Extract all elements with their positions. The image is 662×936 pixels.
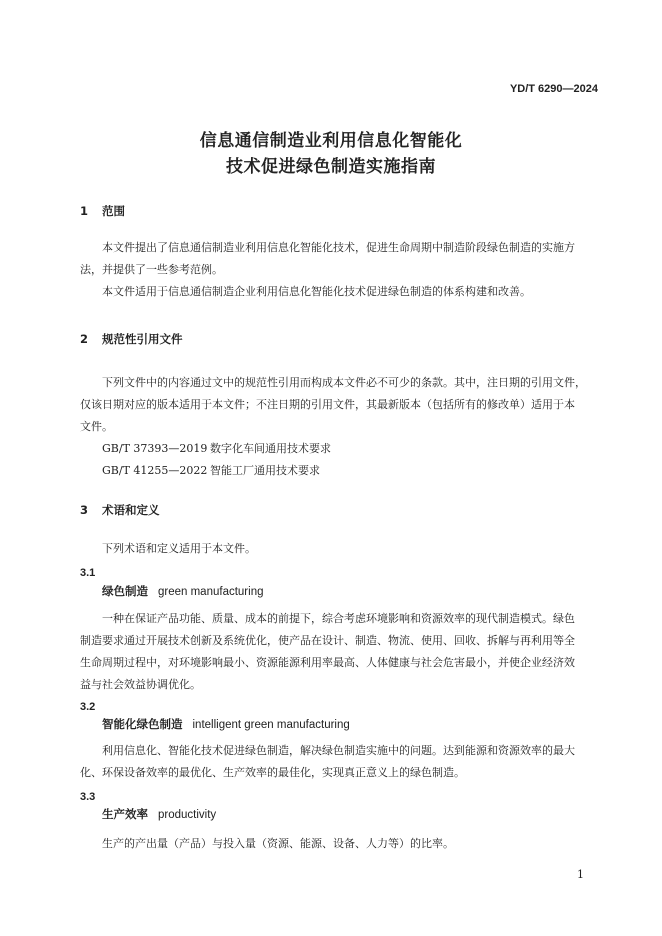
normative-reference bbox=[102, 438, 331, 460]
term-chinese: 绿色制造 bbox=[102, 584, 148, 598]
paragraph-line: 下列文件中的内容通过文中的规范性引用而构成本文件必不可少的条款。其中，注日期的引用文件， bbox=[102, 376, 586, 389]
term-english: green manufacturing bbox=[158, 586, 264, 598]
paragraph-line: 下列术语和定义适用于本文件。 bbox=[102, 542, 256, 555]
reference-code: GB/T 41255—2022 bbox=[102, 464, 208, 477]
term-number: 3.2 bbox=[80, 701, 96, 713]
definition-line: 化、环保设备效率的最优化、生产效率的最佳化，实现真正意义上的绿色制造。 bbox=[80, 766, 465, 779]
paragraph-line: 本文件适用于信息通信制造企业利用信息化智能化技术促进绿色制造的体系构建和改善。 bbox=[102, 285, 531, 298]
term-heading bbox=[102, 583, 263, 599]
definition-line: 利用信息化、智能化技术促进绿色制造，解决绿色制造实施中的问题。达到能源和资源效率的最大 bbox=[102, 744, 575, 757]
section-title: 术语和定义 bbox=[102, 503, 160, 517]
reference-code: GB/T 37393—2019 bbox=[102, 442, 208, 455]
section-title: 规范性引用文件 bbox=[102, 332, 183, 346]
definition-line: 益与社会效益协调优化。 bbox=[80, 678, 201, 691]
term-english: productivity bbox=[158, 809, 217, 821]
section-number: 2 bbox=[80, 332, 89, 346]
definition-line: 制造要求通过开展技术创新及系统优化，使产品在设计、制造、物流、使用、回收、拆解与再利用等全 bbox=[80, 634, 575, 647]
document-title-line1: 信息通信制造业利用信息化智能化 bbox=[199, 131, 463, 151]
document-title-line2: 技术促进绿色制造实施指南 bbox=[226, 157, 436, 177]
term-heading bbox=[102, 806, 216, 822]
reference-name: 智能工厂通用技术要求 bbox=[210, 464, 320, 477]
term-english: intelligent green manufacturing bbox=[192, 719, 350, 731]
term-number: 3.3 bbox=[80, 791, 96, 803]
reference-name: 数字化车间通用技术要求 bbox=[210, 442, 331, 455]
section-number: 1 bbox=[80, 204, 89, 218]
section-number: 3 bbox=[80, 503, 89, 517]
standard-code: YD/T 6290—2024 bbox=[509, 83, 598, 95]
paragraph-line: 文件。 bbox=[80, 420, 113, 433]
section-3-heading bbox=[80, 502, 160, 518]
definition-line: 一种在保证产品功能、质量、成本的前提下，综合考虑环境影响和资源效率的现代制造模式。绿色 bbox=[102, 612, 575, 625]
section-2-heading bbox=[80, 331, 183, 347]
term-heading bbox=[102, 716, 350, 732]
paragraph-line: 仅该日期对应的版本适用于本文件；不注日期的引用文件，其最新版本（包括所有的修改单）适用于本 bbox=[80, 398, 575, 411]
paragraph-line: 法，并提供了一些参考范例。 bbox=[80, 263, 223, 276]
term-chinese: 生产效率 bbox=[102, 807, 148, 821]
page-number: 1 bbox=[577, 868, 584, 881]
term-chinese: 智能化绿色制造 bbox=[102, 717, 183, 731]
section-1-heading bbox=[80, 203, 125, 219]
definition-line: 生命周期过程中，对环境影响最小、资源能源利用率最高、人体健康与社会危害最小，并使企业经济效 bbox=[80, 656, 575, 669]
definition-line: 生产的产出量（产品）与投入量（资源、能源、设备、人力等）的比率。 bbox=[102, 837, 454, 850]
normative-reference bbox=[102, 460, 320, 482]
term-number: 3.1 bbox=[80, 567, 96, 579]
section-title: 范围 bbox=[102, 204, 125, 218]
paragraph-line: 本文件提出了信息通信制造业利用信息化智能化技术，促进生命周期中制造阶段绿色制造的实施方 bbox=[102, 241, 575, 254]
